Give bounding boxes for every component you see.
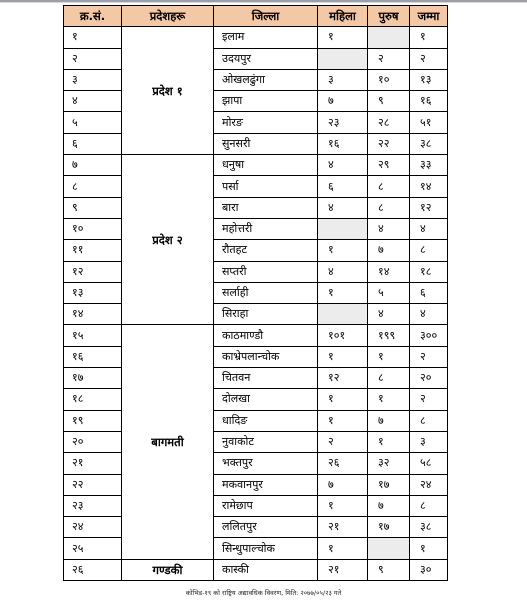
header-male: पुरुष [368, 6, 410, 27]
serial-cell: ७ [64, 155, 122, 176]
district-case-table [63, 5, 448, 581]
serial-cell: २५ [64, 538, 122, 559]
female-cell: १ [318, 240, 368, 261]
table-row [64, 112, 448, 133]
male-cell [368, 27, 410, 48]
table-body [64, 27, 448, 581]
table-row [64, 346, 448, 367]
total-cell: २ [410, 389, 448, 410]
total-cell: ३८ [410, 133, 448, 154]
footnote: कोभिड-१९ को राष्ट्रिय अद्यावधिक विवरण, मिति: २०७७/०५/२३ गते [185, 589, 342, 597]
serial-cell: १ [64, 27, 122, 48]
male-cell: १० [368, 69, 410, 90]
female-cell: २ [318, 431, 368, 452]
district-cell: नुवाकोट [214, 431, 318, 452]
province-cell: बागमती [122, 325, 214, 559]
province-cell: गण्डकी [122, 559, 214, 580]
district-cell: भक्तपुर [214, 453, 318, 474]
serial-cell: १७ [64, 368, 122, 389]
total-cell: ४ [410, 218, 448, 239]
district-cell: धादिङ [214, 410, 318, 431]
serial-cell: २३ [64, 495, 122, 516]
total-cell: ३०० [410, 325, 448, 346]
total-cell: २ [410, 48, 448, 69]
table-row [64, 368, 448, 389]
serial-cell: १३ [64, 282, 122, 303]
header-district: जिल्ला [214, 6, 318, 27]
male-cell: ८ [368, 176, 410, 197]
table-row [64, 133, 448, 154]
table-row [64, 197, 448, 218]
district-cell: महोत्तरी [214, 218, 318, 239]
header-province: प्रदेशहरू [122, 6, 214, 27]
serial-cell: १० [64, 218, 122, 239]
serial-cell: ४ [64, 91, 122, 112]
table-row [64, 325, 448, 346]
female-cell: ४ [318, 155, 368, 176]
total-cell: १ [410, 538, 448, 559]
total-cell: ८ [410, 495, 448, 516]
female-cell [318, 48, 368, 69]
male-cell: ७ [368, 495, 410, 516]
table-row [64, 538, 448, 559]
table-row [64, 155, 448, 176]
district-cell: ललितपुर [214, 517, 318, 538]
total-cell: ६ [410, 282, 448, 303]
district-cell: झापा [214, 91, 318, 112]
district-cell: बारा [214, 197, 318, 218]
serial-cell: १८ [64, 389, 122, 410]
table-row [64, 282, 448, 303]
header-female: महिला [318, 6, 368, 27]
serial-cell: ५ [64, 112, 122, 133]
table-row [64, 453, 448, 474]
district-cell: सिन्धुपाल्चोक [214, 538, 318, 559]
table-row [64, 517, 448, 538]
serial-cell: १६ [64, 346, 122, 367]
total-cell: ३ [410, 431, 448, 452]
district-cell: सुनसरी [214, 133, 318, 154]
male-cell: ५ [368, 282, 410, 303]
header-serial: क्र.सं. [64, 6, 122, 27]
male-cell: ७ [368, 240, 410, 261]
district-cell: इलाम [214, 27, 318, 48]
header-row [64, 6, 448, 27]
male-cell: ९ [368, 91, 410, 112]
district-cell: मकवानपुर [214, 474, 318, 495]
male-cell [368, 538, 410, 559]
female-cell: १ [318, 346, 368, 367]
total-cell: २० [410, 368, 448, 389]
female-cell: १ [318, 282, 368, 303]
serial-cell: २१ [64, 453, 122, 474]
total-cell: ५८ [410, 453, 448, 474]
total-cell: ३८ [410, 517, 448, 538]
total-cell: ८ [410, 240, 448, 261]
table-row [64, 431, 448, 452]
district-cell: ओखलढुंगा [214, 69, 318, 90]
district-cell: सिराहा [214, 304, 318, 325]
district-cell: कास्की [214, 559, 318, 580]
district-cell: काभ्रेपलान्चोक [214, 346, 318, 367]
serial-cell: ६ [64, 133, 122, 154]
table-row [64, 218, 448, 239]
female-cell [318, 218, 368, 239]
district-cell: दोलखा [214, 389, 318, 410]
table-row [64, 559, 448, 580]
table-row [64, 240, 448, 261]
province-cell: प्रदेश २ [122, 155, 214, 325]
male-cell: २ [368, 48, 410, 69]
serial-cell: २२ [64, 474, 122, 495]
male-cell: १७ [368, 474, 410, 495]
total-cell: २ [410, 346, 448, 367]
table-row [64, 176, 448, 197]
table-row [64, 48, 448, 69]
serial-cell: २४ [64, 517, 122, 538]
district-cell: उदयपुर [214, 48, 318, 69]
table-row [64, 495, 448, 516]
table-row [64, 304, 448, 325]
total-cell: २४ [410, 474, 448, 495]
female-cell: १६ [318, 133, 368, 154]
male-cell: १४ [368, 261, 410, 282]
female-cell: १ [318, 27, 368, 48]
serial-cell: २० [64, 431, 122, 452]
female-cell: ३ [318, 69, 368, 90]
total-cell: ५१ [410, 112, 448, 133]
table-row [64, 410, 448, 431]
male-cell: २९ [368, 155, 410, 176]
district-cell: पर्सा [214, 176, 318, 197]
total-cell: १६ [410, 91, 448, 112]
male-cell: १ [368, 346, 410, 367]
district-cell: मोरङ [214, 112, 318, 133]
province-cell: प्रदेश १ [122, 27, 214, 155]
total-cell: १४ [410, 176, 448, 197]
female-cell: २१ [318, 517, 368, 538]
total-cell: १२ [410, 197, 448, 218]
serial-cell: १९ [64, 410, 122, 431]
district-cell: चितवन [214, 368, 318, 389]
female-cell: २६ [318, 453, 368, 474]
female-cell: २१ [318, 559, 368, 580]
male-cell: १७ [368, 517, 410, 538]
male-cell: ४ [368, 304, 410, 325]
male-cell: ४ [368, 218, 410, 239]
female-cell [318, 304, 368, 325]
table-row [64, 69, 448, 90]
female-cell: १ [318, 495, 368, 516]
female-cell: १२ [318, 368, 368, 389]
header-total: जम्मा [410, 6, 448, 27]
serial-cell: ३ [64, 69, 122, 90]
male-cell: २८ [368, 112, 410, 133]
table-row [64, 261, 448, 282]
female-cell: १ [318, 389, 368, 410]
female-cell: १ [318, 538, 368, 559]
male-cell: १ [368, 431, 410, 452]
serial-cell: १२ [64, 261, 122, 282]
page-edge [0, 2, 527, 3]
district-cell: काठमाण्डौ [214, 325, 318, 346]
serial-cell: १५ [64, 325, 122, 346]
male-cell: १९९ [368, 325, 410, 346]
total-cell: १ [410, 27, 448, 48]
district-cell: धनुषा [214, 155, 318, 176]
table-row [64, 27, 448, 48]
total-cell: ४ [410, 304, 448, 325]
district-cell: रामेछाप [214, 495, 318, 516]
table-row [64, 389, 448, 410]
total-cell: १३ [410, 69, 448, 90]
district-cell: सप्तरी [214, 261, 318, 282]
male-cell: ३२ [368, 453, 410, 474]
table-row [64, 474, 448, 495]
female-cell: १०१ [318, 325, 368, 346]
female-cell: ७ [318, 474, 368, 495]
male-cell: ९ [368, 559, 410, 580]
serial-cell: २ [64, 48, 122, 69]
serial-cell: १४ [64, 304, 122, 325]
serial-cell: ११ [64, 240, 122, 261]
serial-cell: २६ [64, 559, 122, 580]
female-cell: ६ [318, 176, 368, 197]
district-cell: रौतहट [214, 240, 318, 261]
female-cell: २३ [318, 112, 368, 133]
male-cell: ७ [368, 410, 410, 431]
female-cell: ४ [318, 197, 368, 218]
male-cell: ८ [368, 197, 410, 218]
table-row [64, 91, 448, 112]
serial-cell: ९ [64, 197, 122, 218]
male-cell: २२ [368, 133, 410, 154]
serial-cell: ८ [64, 176, 122, 197]
total-cell: ३३ [410, 155, 448, 176]
female-cell: ४ [318, 261, 368, 282]
male-cell: ८ [368, 368, 410, 389]
male-cell: १ [368, 389, 410, 410]
female-cell: १ [318, 410, 368, 431]
district-cell: सर्लाही [214, 282, 318, 303]
total-cell: ३० [410, 559, 448, 580]
total-cell: ८ [410, 410, 448, 431]
female-cell: ७ [318, 91, 368, 112]
total-cell: १८ [410, 261, 448, 282]
